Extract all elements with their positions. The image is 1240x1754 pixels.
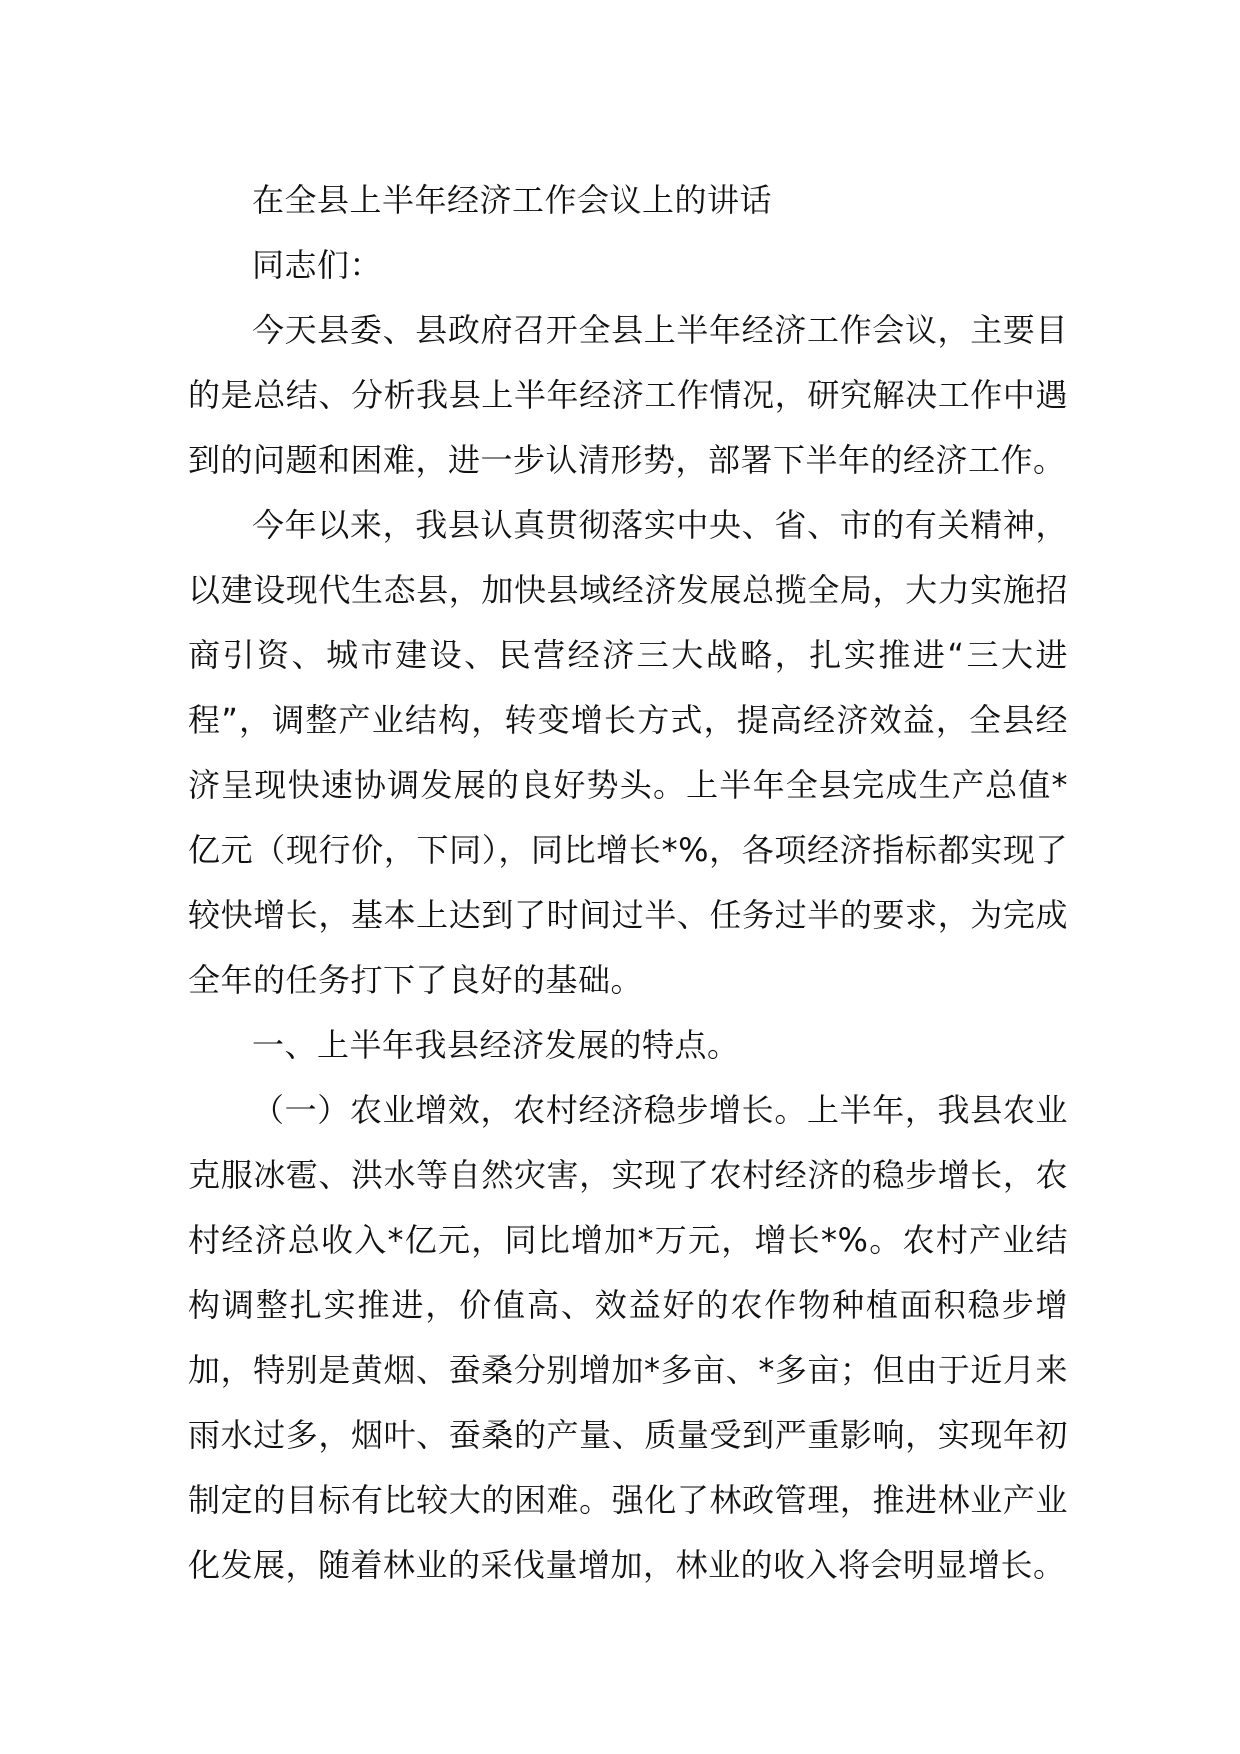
paragraph-overview: 今年以来，我县认真贯彻落实中央、省、市的有关精神，以建设现代生态县，加快县域经济发展总揽全局，大力实施招商引资、城市建设、民营经济三大战略，扎实推进“三大进程”，调整产业结构，转变增长方式，提高经济效益，全县经济呈现快速协调发展的良好势头。上半年全县完成生产总值*亿元（现行价，下同），同比增长*%，各项经济指标都实现了较快增长，基本上达到了时间过半、任务过半的要求，为完成全年的任务打下了良好的基础。 [188,506,1068,999]
paragraph-intro: 今天县委、县政府召开全县上半年经济工作会议，主要目的是总结、分析我县上半年经济工作情况，研究解决工作中遇到的问题和困难，进一步认清形势，部署下半年的经济工作。 [188,311,1068,479]
paragraph-agriculture: （一）农业增效，农村经济稳步增长。上半年，我县农业克服冰雹、洪水等自然灾害，实现了农村经济的稳步增长，农村经济总收入*亿元，同比增加*万元，增长*%。农村产业结构调整扎实推进，价值高、效益好的农作物种植面积稳步增加，特别是黄烟、蚕桑分别增加*多亩、*多亩；但由于近月来雨水过多，烟叶、蚕桑的产量、质量受到严重影响，实现年初制定的目标有比较大的困难。强化了林政管理，推进林业产业化发展，随着林业的采伐量增加，林业的收入将会明显增长。 [188,1091,1068,1584]
document-title: 在全县上半年经济工作会议上的讲话 [252,181,773,219]
section-heading: 一、上半年我县经济发展的特点。 [252,1026,740,1064]
salutation: 同志们： [252,246,383,284]
document-body [188,168,1068,1598]
